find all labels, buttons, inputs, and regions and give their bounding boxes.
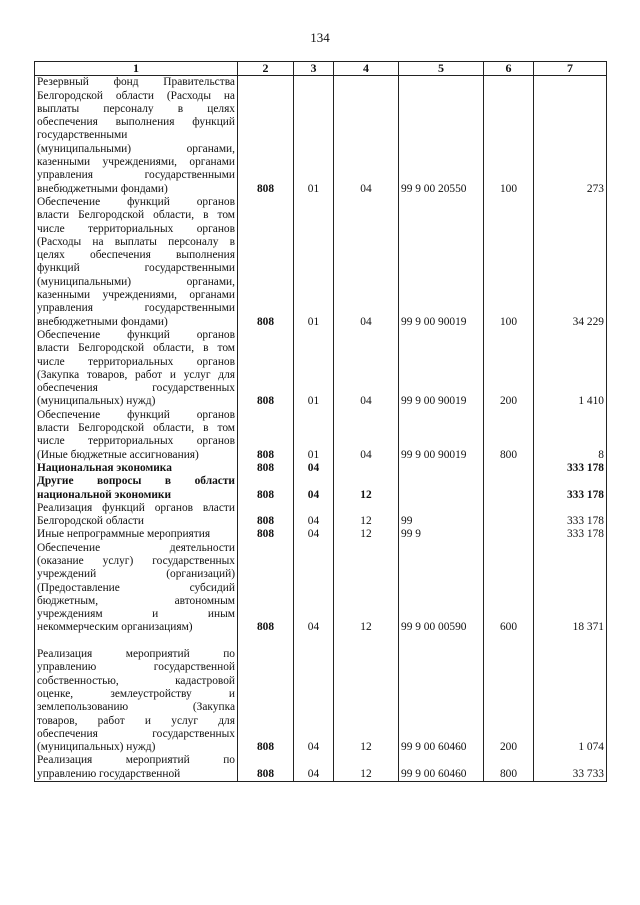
description-line: Национальная экономика	[37, 461, 172, 474]
description-line: управлению государственной	[37, 661, 235, 674]
section-code: 04	[294, 754, 334, 781]
table-row	[35, 76, 607, 196]
description-line: (Предоставление субсидий	[37, 581, 235, 594]
row-description	[35, 635, 238, 755]
section-code: 04	[294, 475, 334, 502]
target-article-code: 99 9	[399, 528, 484, 541]
description-line: национальной экономики	[37, 488, 172, 501]
description-line: управлению государственной	[37, 767, 181, 780]
description-line: Резервный фонд Правительства	[37, 76, 235, 89]
target-article-code: 99	[399, 502, 484, 529]
description-line: выплаты персоналу в целях	[37, 102, 235, 115]
target-article-code	[399, 475, 484, 502]
column-header: 2	[238, 62, 294, 76]
table-row	[35, 754, 607, 781]
description-line: Другие вопросы в области	[37, 475, 235, 488]
admin-code: 808	[238, 76, 294, 196]
description-line: Обеспечение функций органов	[37, 328, 235, 341]
subsection-code: 04	[334, 196, 399, 329]
row-description	[35, 196, 238, 329]
description-line: учреждений (организаций)	[37, 568, 235, 581]
row-description	[35, 462, 238, 475]
expense-type-code	[484, 462, 534, 475]
expense-type-code: 800	[484, 409, 534, 462]
subsection-code: 12	[334, 528, 399, 541]
subsection-code: 12	[334, 542, 399, 635]
column-header: 4	[334, 62, 399, 76]
section-code: 04	[294, 542, 334, 635]
description-line: (оказание услуг) государственных	[37, 554, 235, 567]
description-line: собственностью, кадастровой	[37, 674, 235, 687]
amount: 1 074	[534, 635, 607, 755]
amount: 33 733	[534, 754, 607, 781]
description-line: управления государственными	[37, 302, 235, 315]
column-header: 5	[399, 62, 484, 76]
description-line: Обеспечение функций органов	[37, 408, 235, 421]
description-line: землепользованию (Закупка	[37, 701, 235, 714]
row-description	[35, 502, 238, 529]
description-line: обеспечения государственных	[37, 382, 235, 395]
expense-type-code: 800	[484, 754, 534, 781]
section-code: 01	[294, 329, 334, 409]
subsection-code: 04	[334, 329, 399, 409]
amount: 8	[534, 409, 607, 462]
admin-code: 808	[238, 329, 294, 409]
column-header: 1	[35, 62, 238, 76]
subsection-code: 12	[334, 635, 399, 755]
row-description	[35, 542, 238, 635]
subsection-code: 04	[334, 76, 399, 196]
table-row	[35, 635, 607, 755]
description-line: товаров, работ и услуг для	[37, 714, 235, 727]
description-line: власти Белгородской области, в том	[37, 342, 235, 355]
description-line: (муниципальных) нужд)	[37, 741, 156, 754]
description-line: числе территориальных органов	[37, 435, 235, 448]
column-header: 7	[534, 62, 607, 76]
description-line: власти Белгородской области, в том	[37, 422, 235, 435]
subsection-code: 12	[334, 475, 399, 502]
description-line: (муниципальных) нужд)	[37, 395, 156, 408]
description-line: некоммерческим организациям)	[37, 621, 193, 634]
description-line: учреждениям и иным	[37, 608, 235, 621]
expense-type-code: 200	[484, 329, 534, 409]
column-header: 3	[294, 62, 334, 76]
description-line	[37, 635, 235, 648]
subsection-code: 04	[334, 409, 399, 462]
amount: 18 371	[534, 542, 607, 635]
row-description	[35, 76, 238, 196]
admin-code: 808	[238, 635, 294, 755]
amount: 34 229	[534, 196, 607, 329]
column-header: 6	[484, 62, 534, 76]
admin-code: 808	[238, 754, 294, 781]
admin-code: 808	[238, 542, 294, 635]
description-line: Обеспечение деятельности	[37, 541, 235, 554]
table-row	[35, 329, 607, 409]
description-line: бюджетным, автономным	[37, 594, 235, 607]
amount: 1 410	[534, 329, 607, 409]
table-row	[35, 462, 607, 475]
admin-code: 808	[238, 462, 294, 475]
description-line: (муниципальными) органами,	[37, 275, 235, 288]
table-row	[35, 528, 607, 541]
expense-type-code: 600	[484, 542, 534, 635]
description-line: Реализация мероприятий по	[37, 754, 235, 767]
expense-type-code	[484, 528, 534, 541]
description-line: Реализация функций органов власти	[37, 501, 235, 514]
subsection-code: 12	[334, 754, 399, 781]
description-line: (Расходы на выплаты персоналу в	[37, 235, 235, 248]
description-line: оценке, землеустройству и	[37, 687, 235, 700]
target-article-code: 99 9 00 00590	[399, 542, 484, 635]
section-code: 04	[294, 528, 334, 541]
expense-type-code	[484, 475, 534, 502]
description-line: числе территориальных органов	[37, 222, 235, 235]
description-line: целях обеспечения выполнения	[37, 249, 235, 262]
description-line: обеспечения выполнения функций	[37, 116, 235, 129]
target-article-code	[399, 462, 484, 475]
description-line: функций государственными	[37, 262, 235, 275]
expense-type-code: 100	[484, 196, 534, 329]
description-line: Иные непрограммные мероприятия	[37, 528, 211, 541]
target-article-code: 99 9 00 60460	[399, 635, 484, 755]
subsection-code: 12	[334, 502, 399, 529]
table-row	[35, 475, 607, 502]
section-code: 04	[294, 462, 334, 475]
admin-code: 808	[238, 528, 294, 541]
expense-type-code: 100	[484, 76, 534, 196]
description-line: Реализация мероприятий по	[37, 648, 235, 661]
target-article-code: 99 9 00 90019	[399, 196, 484, 329]
section-code: 04	[294, 502, 334, 529]
section-code: 01	[294, 76, 334, 196]
admin-code: 808	[238, 409, 294, 462]
row-description	[35, 528, 238, 541]
amount: 333 178	[534, 502, 607, 529]
row-description	[35, 475, 238, 502]
table-row	[35, 409, 607, 462]
table-row	[35, 196, 607, 329]
description-line: внебюджетными фондами)	[37, 182, 168, 195]
description-line: внебюджетными фондами)	[37, 315, 168, 328]
admin-code: 808	[238, 196, 294, 329]
target-article-code: 99 9 00 90019	[399, 329, 484, 409]
section-code: 01	[294, 409, 334, 462]
description-line: (Иные бюджетные ассигнования)	[37, 448, 199, 461]
description-line: (муниципальными) органами,	[37, 142, 235, 155]
table-row	[35, 502, 607, 529]
table-body	[35, 76, 607, 782]
description-line: казенными учреждениями, органами	[37, 156, 235, 169]
page-number: 134	[310, 30, 330, 45]
admin-code: 808	[238, 502, 294, 529]
amount: 273	[534, 76, 607, 196]
expense-type-code	[484, 502, 534, 529]
description-line: Белгородской области	[37, 515, 144, 528]
section-code: 04	[294, 635, 334, 755]
section-code: 01	[294, 196, 334, 329]
table-row	[35, 542, 607, 635]
amount: 333 178	[534, 528, 607, 541]
target-article-code: 99 9 00 20550	[399, 76, 484, 196]
description-line: (Закупка товаров, работ и услуг для	[37, 368, 235, 381]
expense-type-code: 200	[484, 635, 534, 755]
description-line: Обеспечение функций органов	[37, 195, 235, 208]
description-line: власти Белгородской области, в том	[37, 209, 235, 222]
description-line: управления государственными	[37, 169, 235, 182]
description-line: казенными учреждениями, органами	[37, 289, 235, 302]
target-article-code: 99 9 00 60460	[399, 754, 484, 781]
budget-table	[34, 61, 607, 782]
amount: 333 178	[534, 462, 607, 475]
subsection-code	[334, 462, 399, 475]
row-description	[35, 329, 238, 409]
row-description	[35, 409, 238, 462]
target-article-code: 99 9 00 90019	[399, 409, 484, 462]
description-line: Белгородской области (Расходы на	[37, 89, 235, 102]
description-line: государственными	[37, 129, 128, 142]
row-description	[35, 754, 238, 781]
admin-code: 808	[238, 475, 294, 502]
description-line: числе территориальных органов	[37, 355, 235, 368]
amount: 333 178	[534, 475, 607, 502]
description-line: обеспечения государственных	[37, 727, 235, 740]
header-row	[35, 62, 607, 76]
